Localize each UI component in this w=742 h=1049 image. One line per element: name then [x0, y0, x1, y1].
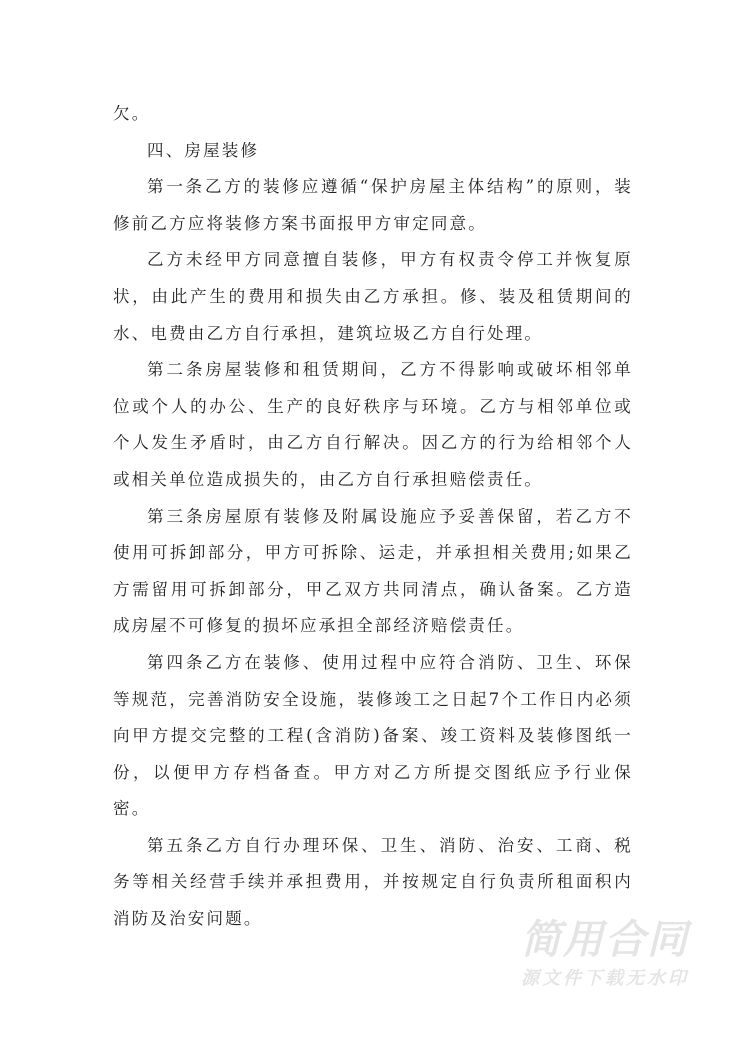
article-4-paragraph: 第四条乙方在装修、使用过程中应符合消防、卫生、环保等规范，完善消防安全设施，装修竣工之日起7个工作日内必须向甲方提交完整的工程(含消防)备案、竣工资料及装修图纸一份，以便甲方存档备查。甲方对乙方所提交图纸应予行业保密。: [113, 652, 633, 819]
article-2-paragraph: 第二条房屋装修和租赁期间，乙方不得影响或破坏相邻单位或个人的办公、生产的良好秩序与环境。乙方与相邻单位或个人发生矛盾时，由乙方自行解决。因乙方的行为给相邻个人或相关单位造成损失的，由乙方自行承担赔偿责任。: [113, 360, 633, 489]
continuation-line: 欠。: [113, 104, 151, 123]
watermark-sub-text: 源文件下载无水印: [521, 968, 689, 989]
section-heading: 四、房屋装修: [147, 140, 260, 160]
watermark: [510, 918, 700, 992]
article-3-paragraph: 第三条房屋原有装修及附属设施应予妥善保留，若乙方不使用可拆卸部分，甲方可拆除、运走，并承担相关费用;如果乙方需留用可拆卸部分，甲乙双方共同清点，确认备案。乙方造成房屋不可修复的损坏应承担全部经济赔偿责任。: [113, 506, 633, 636]
article-1-paragraph: 第一条乙方的装修应遵循“保护房屋主体结构”的原则，装修前乙方应将装修方案书面报甲方审定同意。: [113, 177, 633, 233]
watermark-main-text: 简用合同: [521, 917, 689, 963]
document-body: [113, 96, 633, 938]
article-5-paragraph: 第五条乙方自行办理环保、卫生、消防、治安、工商、税务等相关经营手续并承担费用，并按规定自行负责所租面积内消防及治安问题。: [113, 835, 633, 929]
article-1-supplement-paragraph: 乙方未经甲方同意擅自装修，甲方有权责令停工并恢复原状，由此产生的费用和损失由乙方承担。修、装及租赁期间的水、电费由乙方自行承担，建筑垃圾乙方自行处理。: [113, 250, 633, 343]
